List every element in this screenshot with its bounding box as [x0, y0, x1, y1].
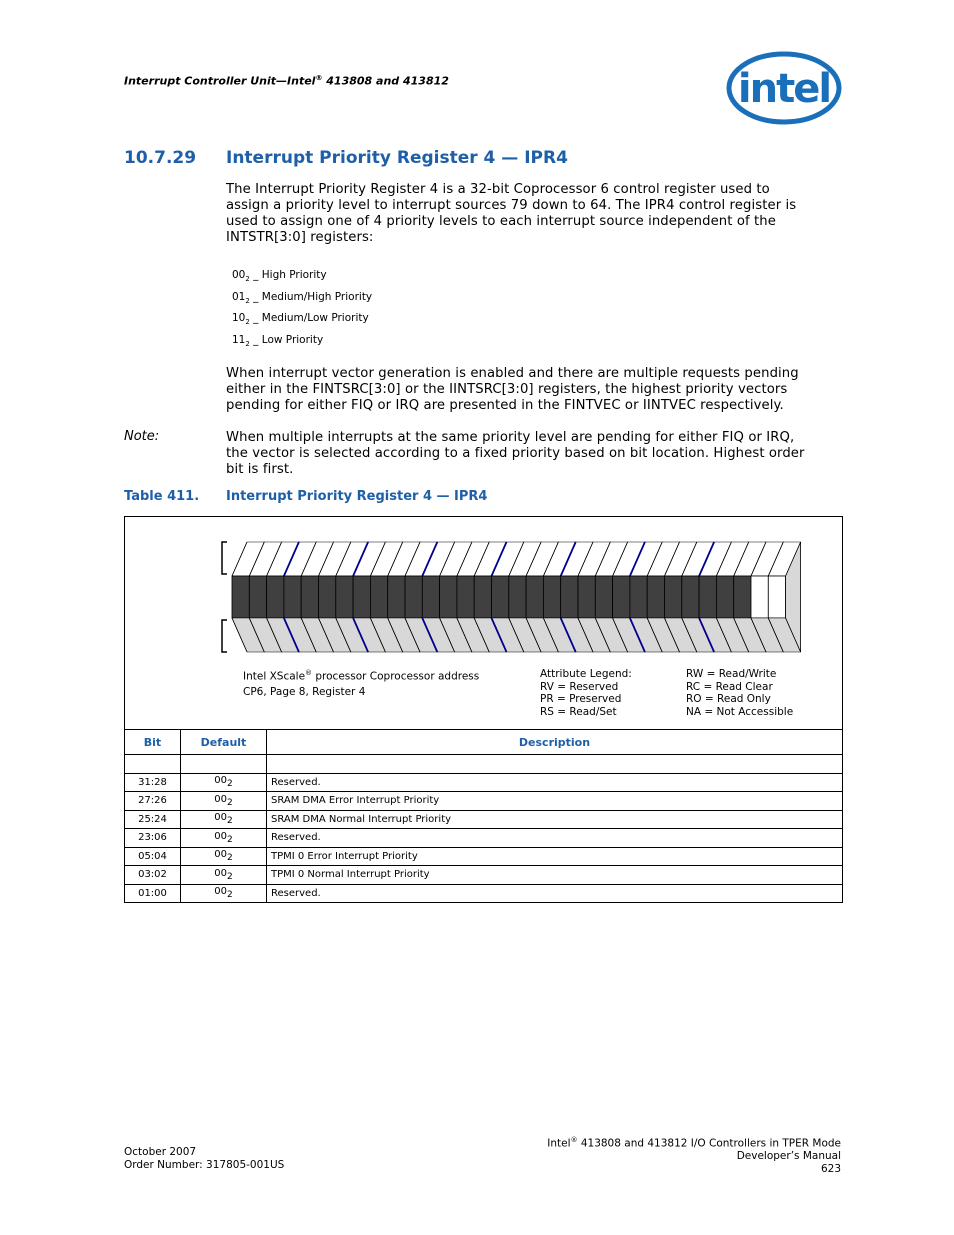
legend-right	[686, 668, 793, 718]
bit-value-cell	[422, 576, 439, 618]
default-base: 2	[227, 816, 233, 827]
bracket-top	[222, 542, 227, 574]
priority-item: $00_2$ _ High Priority	[232, 269, 327, 284]
running-header	[124, 74, 449, 88]
bit-value-cell	[232, 576, 249, 618]
bit-value-cell	[267, 576, 284, 618]
intro-paragraph	[226, 182, 836, 246]
bit-value-cell	[561, 576, 578, 618]
default-value: 00	[214, 849, 227, 861]
cell-bit: 01:00	[125, 884, 181, 903]
default-value: 00	[214, 812, 227, 824]
logo-text: intel	[737, 66, 831, 112]
intro-line: used to assign one of 4 priority levels to each interrupt source independent of the	[226, 214, 776, 229]
cell-bit: 23:06	[125, 829, 181, 848]
priority-base: 2	[245, 275, 250, 284]
priority-code: 10	[232, 312, 246, 324]
bit-value-cell	[353, 576, 370, 618]
priority-base: 2	[245, 318, 250, 327]
priority-item: $10_2$ _ Medium/Low Priority	[232, 312, 369, 327]
note-text	[226, 430, 836, 478]
priority-item: $01_2$ _ Medium/High Priority	[232, 291, 373, 306]
default-base: 2	[227, 797, 233, 808]
bit-value-cell	[682, 576, 699, 618]
intro-line: The Interrupt Priority Register 4 is a 32-bit Coprocessor 6 control register used to	[226, 182, 770, 197]
note-line: bit is first.	[226, 462, 294, 477]
default-base: 2	[227, 779, 233, 790]
cell-default	[181, 810, 267, 829]
note-line: the vector is selected according to a fixed priority based on bit location. Highest order	[226, 446, 805, 461]
address-text: Intel XScale	[243, 670, 306, 683]
table-row	[125, 847, 843, 866]
legend-entry: RS = Read/Set	[540, 705, 617, 718]
cell-bit: 27:26	[125, 792, 181, 811]
priority-base: 2	[245, 340, 250, 349]
cell-bit: 25:24	[125, 810, 181, 829]
footer-product-b: 413808 and 413812 I/O Controllers in TPER Mode	[577, 1137, 841, 1150]
note-label: Note:	[124, 429, 160, 444]
bit-value-cell	[509, 576, 526, 618]
cell-description: SRAM DMA Error Interrupt Priority	[267, 792, 843, 811]
footer-page-number: 623	[820, 1162, 841, 1175]
table-header-row	[125, 730, 843, 755]
note-line: When multiple interrupts at the same priority level are pending for either FIQ or IRQ,	[226, 430, 795, 445]
section-number: 10.7.29	[124, 148, 197, 168]
bit-value-cell	[526, 576, 543, 618]
bit-value-cell	[249, 576, 266, 618]
address-line-2: CP6, Page 8, Register 4	[243, 686, 366, 698]
register-field-table	[124, 729, 843, 903]
bit-value-cell	[474, 576, 491, 618]
bit-value-cell	[543, 576, 560, 618]
cell-default	[181, 792, 267, 811]
default-value: 00	[214, 886, 227, 898]
legend-entry: PR = Preserved	[540, 693, 622, 705]
intro-line: INTSTR[3:0] registers:	[226, 230, 374, 245]
table-caption	[124, 489, 487, 504]
bit-value-cell	[370, 576, 387, 618]
footer-left	[124, 1146, 284, 1171]
default-base: 2	[227, 890, 233, 901]
table-row	[125, 866, 843, 885]
legend-entry: NA = Not Accessible	[686, 705, 794, 718]
priority-item: $11_2$ _ Low Priority	[232, 334, 324, 349]
legend-entry: RO = Read Only	[686, 693, 771, 705]
cell-default	[181, 773, 267, 792]
default-value: 00	[214, 793, 227, 805]
table-row	[125, 792, 843, 811]
para-line: either in the FINTSRC[3:0] or the IINTSRC[3:0] registers, the highest priority vectors	[226, 382, 788, 397]
bit-value-cell	[630, 576, 647, 618]
cell-description: SRAM DMA Normal Interrupt Priority	[267, 810, 843, 829]
paragraph-2	[226, 366, 836, 414]
table-spacer-row	[125, 755, 843, 774]
footer-right	[547, 1134, 841, 1175]
bit-value-cell	[319, 576, 336, 618]
table-row	[125, 884, 843, 903]
priority-label: Medium/High Priority	[261, 291, 373, 303]
cell-bit: 31:28	[125, 773, 181, 792]
legend-entry: RV = Reserved	[540, 680, 619, 693]
footer-order-number: Order Number: 317805-001US	[124, 1158, 285, 1171]
bit-value-cell	[440, 576, 457, 618]
header-description: Description	[267, 730, 843, 755]
cell-default	[181, 847, 267, 866]
bit-value-cell	[301, 576, 318, 618]
legend-entry: RW = Read/Write	[686, 668, 777, 680]
default-value: 00	[214, 830, 227, 842]
bracket-bottom	[222, 620, 227, 652]
address-text-2: processor Coprocessor address	[312, 670, 480, 683]
para-line: pending for either FIQ or IRQ are presented in the FINTVEC or IINTVEC respectively.	[226, 398, 784, 413]
priority-code: 11	[232, 334, 246, 346]
header-bit: Bit	[125, 730, 181, 755]
priority-base: 2	[245, 297, 250, 306]
footer-product	[547, 1134, 841, 1150]
default-base: 2	[227, 853, 233, 864]
footer-date: October 2007	[124, 1146, 197, 1158]
bit-value-cell	[336, 576, 353, 618]
section-title: Interrupt Priority Register 4 — IPR4	[226, 148, 568, 168]
cell-description: Reserved.	[267, 773, 843, 792]
bit-value-cell	[388, 576, 405, 618]
bit-value-cell	[647, 576, 664, 618]
bit-value-cell	[492, 576, 509, 618]
footer-manual: Developer’s Manual	[736, 1150, 841, 1162]
priority-code: 00	[232, 269, 246, 281]
table-row	[125, 773, 843, 792]
bit-value-cell	[768, 576, 785, 618]
bit-value-cell	[751, 576, 768, 618]
bit-value-cell	[595, 576, 612, 618]
priority-label: Low Priority	[261, 334, 324, 346]
register-bit-diagram	[215, 540, 805, 655]
address-line-1	[243, 667, 479, 683]
section-heading	[124, 148, 568, 168]
table-row	[125, 829, 843, 848]
bit-value-cell	[734, 576, 751, 618]
cell-default	[181, 829, 267, 848]
priority-label: High Priority	[261, 269, 327, 281]
address-reg-mark: ®	[305, 669, 313, 677]
cell-bit: 03:02	[125, 866, 181, 885]
header-default: Default	[181, 730, 267, 755]
default-value: 00	[214, 775, 227, 787]
cell-description: TPMI 0 Error Interrupt Priority	[267, 847, 843, 866]
para-line: When interrupt vector generation is enabled and there are multiple requests pending	[226, 366, 799, 381]
table-row	[125, 810, 843, 829]
cell-description: TPMI 0 Normal Interrupt Priority	[267, 866, 843, 885]
priority-code: 01	[232, 291, 246, 303]
cell-default	[181, 866, 267, 885]
intro-line: assign a priority level to interrupt sources 79 down to 64. The IPR4 control register is	[226, 198, 797, 213]
cell-bit: 05:04	[125, 847, 181, 866]
bit-value-cell	[578, 576, 595, 618]
intel-logo	[726, 50, 842, 126]
bit-value-cell	[716, 576, 733, 618]
header-text: Interrupt Controller Unit—Intel	[124, 74, 316, 88]
coprocessor-address	[243, 667, 479, 699]
legend-left	[540, 668, 632, 718]
default-base: 2	[227, 871, 233, 882]
bit-value-cell	[613, 576, 630, 618]
legend-entry: RC = Read Clear	[686, 680, 773, 693]
bit-value-cell	[457, 576, 474, 618]
default-value: 00	[214, 867, 227, 879]
bit-value-cell	[284, 576, 301, 618]
cell-default	[181, 884, 267, 903]
table-title: Interrupt Priority Register 4 — IPR4	[226, 489, 488, 504]
footer-product-a: Intel	[547, 1137, 571, 1150]
bit-value-cell	[405, 576, 422, 618]
header-reg-mark: ®	[315, 74, 323, 82]
header-text-suffix: 413808 and 413812	[322, 74, 449, 88]
table-number: Table 411.	[124, 489, 200, 504]
priority-label: Medium/Low Priority	[261, 312, 369, 324]
cell-description: Reserved.	[267, 884, 843, 903]
bit-value-cell	[699, 576, 716, 618]
default-base: 2	[227, 834, 233, 845]
cell-description: Reserved.	[267, 829, 843, 848]
footer-reg-mark: ®	[570, 1136, 578, 1144]
legend-title: Attribute Legend:	[540, 668, 632, 680]
bit-value-cell	[665, 576, 682, 618]
